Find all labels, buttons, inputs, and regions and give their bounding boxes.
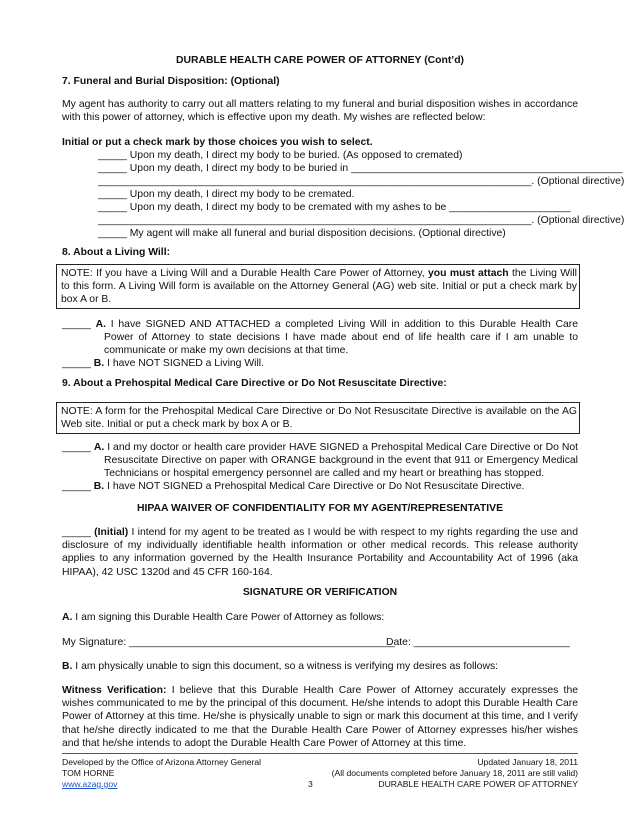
footer-updated-date: Updated January 18, 2011 (477, 757, 578, 767)
living-will-b-blank[interactable]: _____ (62, 358, 91, 369)
page-number: 3 (308, 779, 313, 789)
funeral-option-buried-in[interactable]: _____ Upon my death, I direct my body to be buried in _______________________________________________ (98, 163, 623, 174)
my-signature-field[interactable]: My Signature: ______________________________________________ (62, 637, 395, 648)
signature-date-field[interactable]: Date: ___________________________ (386, 637, 570, 648)
funeral-option-cremated[interactable]: _____ Upon my death, I direct my body to be cremated. (98, 189, 355, 200)
dnr-note-box (56, 402, 580, 434)
dnr-a-text: I and my doctor or health care provider HAVE SIGNED a Prehospital Medical Care Directive or Do Not Resuscitate Directive on paper with ORANGE background in the event that 911 or Emergency Medical Technicians or hospital emergency personnel are called and my heart or breathing has stopped. (104, 442, 579, 480)
witness-verification-text: I believe that this Durable Health Care Power of Attorney accurately expresses the wishes communicated to me by the principal of this document. He/she intends to adopt this Durable Health Care Power of Attorney at this time. He/she is physically unable to sign or mark this document at this time, and I verify that he/she directly indicated to me that the Durable Health Care Power of Attorney expresses his/her wishes and that he/she intends to adopt the Durable Health Care Power of Attorney at this time. (62, 685, 579, 749)
witness-verification-label: Witness Verification: (62, 685, 167, 696)
living-will-a-blank[interactable]: _____ (62, 319, 91, 330)
dnr-b-text: I have NOT SIGNED a Prehospital Medical Care Directive or Do Not Resuscitate Directive. (107, 481, 525, 492)
funeral-option-agent-decides[interactable]: _____ My agent will make all funeral and burial disposition decisions. (Optional directive) (98, 228, 506, 239)
funeral-option-ashes[interactable]: _____ Upon my death, I direct my body to be cremated with my ashes to be _____________________ (98, 202, 571, 213)
hipaa-paragraph (62, 526, 578, 579)
hipaa-initial-blank[interactable]: _____ (62, 527, 91, 538)
signature-a-letter: A. (62, 612, 73, 623)
living-will-note-box (56, 264, 580, 309)
section-9-heading: 9. About a Prehospital Medical Care Directive or Do Not Resuscitate Directive: (62, 378, 447, 389)
section-7-intro: My agent has authority to carry out all matters relating to my funeral and burial disposition wishes in accordance with this power of attorney, which is effective upon my death. My wishes are reflected below: (62, 99, 578, 124)
witness-verification (62, 684, 578, 750)
dnr-choice-a[interactable] (62, 441, 578, 481)
funeral-option-buried[interactable]: _____ Upon my death, I direct my body to be buried. (As opposed to cremated) (98, 150, 463, 161)
signature-option-b (62, 660, 578, 673)
footer-document-title: DURABLE HEALTH CARE POWER OF ATTORNEY (378, 779, 578, 789)
signature-option-a (62, 611, 578, 624)
signature-b-text: I am physically unable to sign this document, so a witness is verifying my desires as follows: (75, 661, 499, 672)
footer-validity-note: (All documents completed before January 18, 2011 are still valid) (331, 768, 578, 778)
living-will-note-text: NOTE: If you have a Living Will and a Durable Health Care Power of Attorney, (61, 268, 425, 279)
footer-developer: Developed by the Office of Arizona Attorney General (62, 757, 262, 767)
living-will-a-text: I have SIGNED AND ATTACHED a completed Living Will in addition to this Durable Health Care Power of Attorney to state decisions I have made about end of life health care if I am unable to communicate or make my own decisions at that time. (104, 319, 579, 357)
footer-divider (62, 753, 578, 754)
living-will-note-emphasis: you must attach (428, 268, 509, 279)
footer-attorney-general: TOM HORNE (62, 768, 115, 778)
dnr-a-letter: A. (93, 442, 105, 453)
dnr-note-text: NOTE: A form for the Prehospital Medical Care Directive or Do Not Resuscitate Directive is available on the AG Web site. Initial or put a check mark by box A or B. (61, 406, 577, 431)
section-8-heading: 8. About a Living Will: (62, 247, 171, 258)
hipaa-initial-label: (Initial) (94, 527, 129, 538)
dnr-b-blank[interactable]: _____ (62, 481, 91, 492)
section-7-instruction: Initial or put a check mark by those choices you wish to select. (62, 137, 373, 148)
living-will-note-rest: the Living Will to this form. A Living Will form is available on the Attorney General (AG) web site. Initial or put a check mark by box A or B. (61, 268, 577, 306)
funeral-option-buried-in-cont[interactable]: ___________________________________________________________________________. (Optional directive) (98, 176, 625, 187)
living-will-choice-a[interactable] (62, 318, 578, 358)
page-title: DURABLE HEALTH CARE POWER OF ATTORNEY (Cont’d) (175, 55, 465, 66)
footer-website-link[interactable]: www.azag.gov (62, 779, 118, 789)
signature-heading: SIGNATURE OR VERIFICATION (242, 587, 398, 598)
signature-b-letter: B. (62, 661, 73, 672)
living-will-a-letter: A. (95, 319, 107, 330)
living-will-b-text: I have NOT SIGNED a Living Will. (107, 358, 264, 369)
dnr-a-blank[interactable]: _____ (62, 442, 91, 453)
signature-a-text: I am signing this Durable Health Care Power of Attorney as follows: (75, 612, 385, 623)
hipaa-text: I intend for my agent to be treated as I would be with respect to my rights regarding the use and disclosure of my individually identifiable health information or other medical records. This release authority applies to any information governed by the Health Insurance Portability and Accountability Act of 1996 (aka HIPAA), 42 USC 1320d and 45 CFR 160-164. (62, 527, 578, 578)
living-will-choice-b[interactable] (62, 357, 578, 370)
hipaa-heading: HIPAA WAIVER OF CONFIDENTIALITY FOR MY AGENT/REPRESENTATIVE (137, 503, 503, 514)
living-will-b-letter: B. (93, 358, 105, 369)
funeral-option-ashes-cont[interactable]: ___________________________________________________________________________. (Optional directive) (98, 215, 625, 226)
dnr-choice-b[interactable] (62, 480, 578, 493)
section-7-heading: 7. Funeral and Burial Disposition: (Optional) (62, 76, 280, 87)
dnr-b-letter: B. (93, 481, 105, 492)
